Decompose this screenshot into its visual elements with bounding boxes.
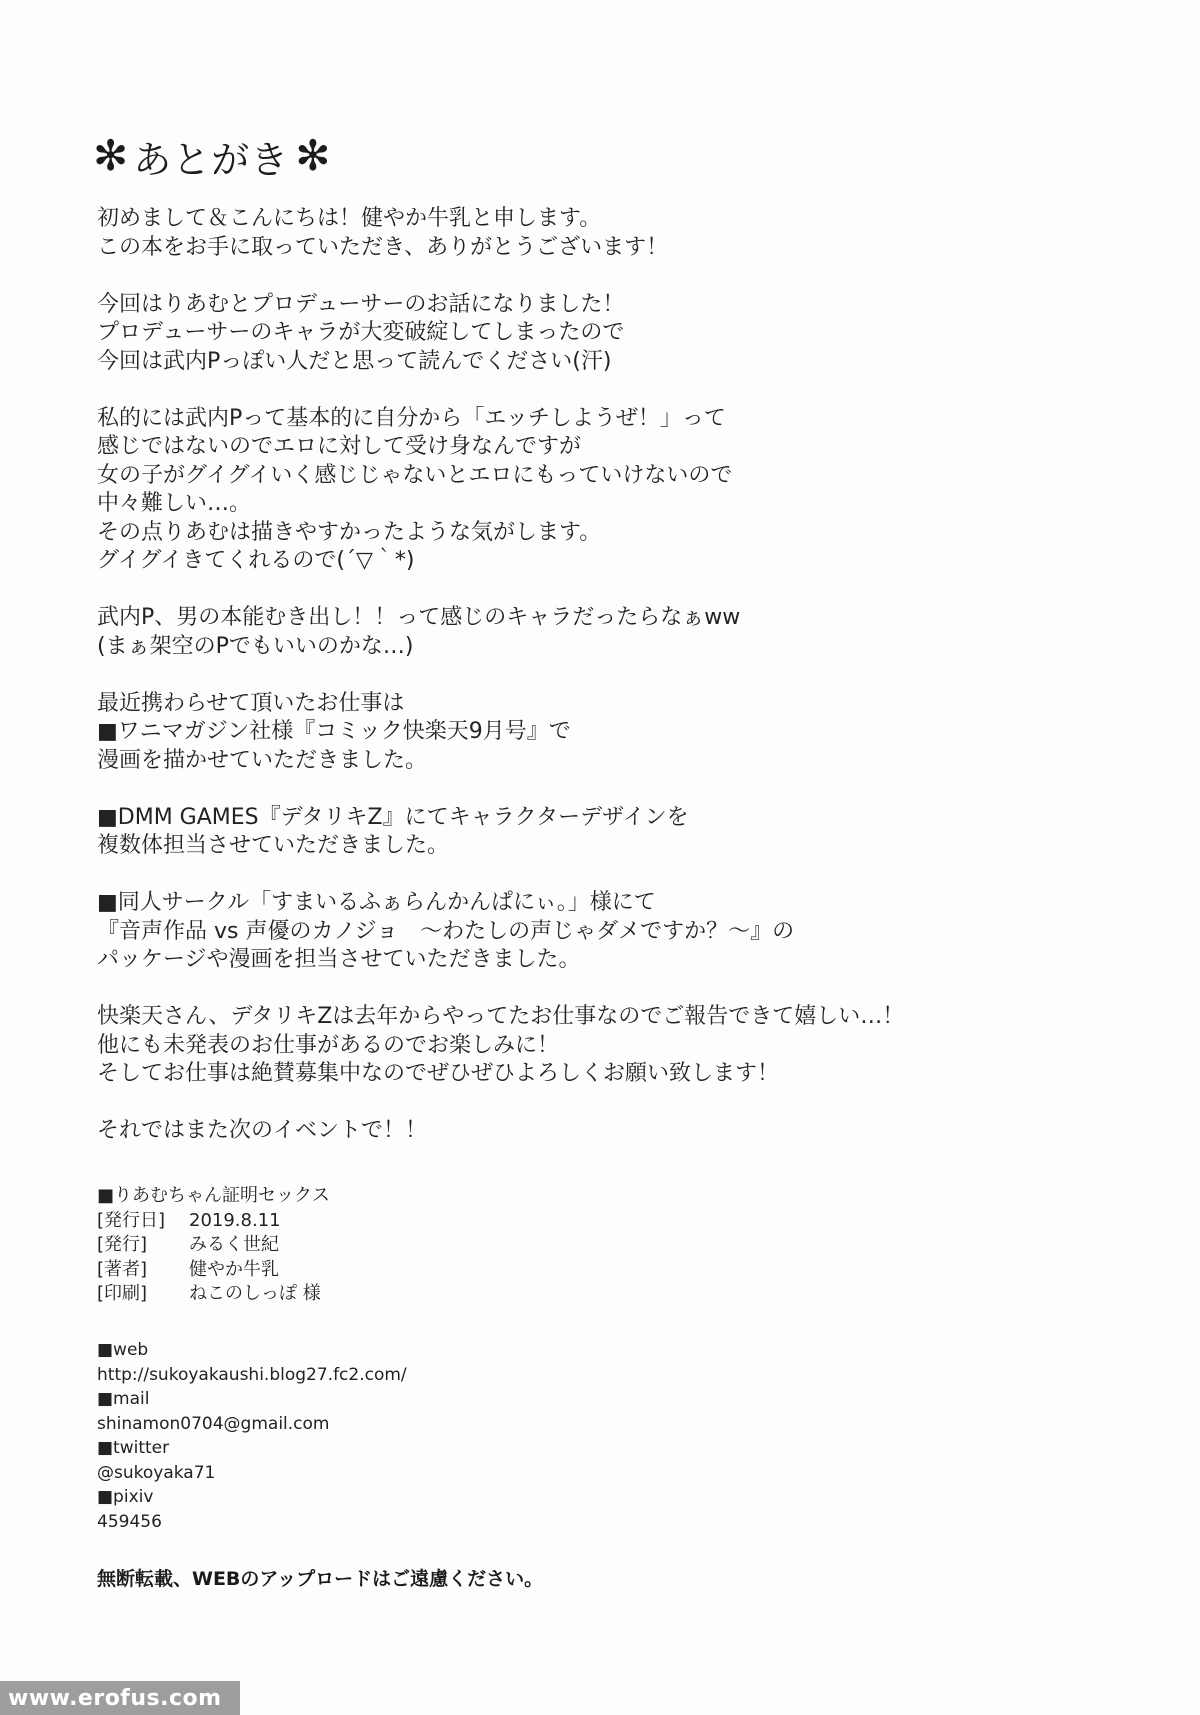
paragraph: [97, 690, 1097, 776]
text-line: 他にも未発表のお仕事があるのでお楽しみに！: [97, 1032, 560, 1058]
text-line: 武内P、男の本能むき出し！！って感じのキャラだったらなぁww: [97, 605, 741, 630]
contact-web-url: http://sukoyakaushi.blog27.fc2.com/: [97, 1364, 407, 1385]
contact-label-web: ■web: [97, 1340, 149, 1360]
text-line: 初めまして＆こんにちは！健やか牛乳と申します。: [97, 206, 602, 231]
text-line: グイグイきてくれるので(´▽｀*): [97, 548, 415, 573]
text-line: この本をお手に取っていただき、ありがとうございます！: [97, 234, 669, 260]
colophon-book-title: ■りあむちゃん証明セックス: [97, 1185, 330, 1206]
title-text: あとがき: [133, 137, 290, 182]
colophon-value: ねこのしっぽ 様: [189, 1283, 321, 1304]
text-line: 女の子がグイグイいく感じじゃないとエロにもっていけないので: [97, 462, 733, 488]
colophon-value: 2019.8.11: [189, 1209, 281, 1231]
paragraph: [97, 405, 1097, 576]
text-line: ■DMM GAMES『デタリキZ』にてキャラクターデザインを: [97, 804, 689, 830]
text-line: ■同人サークル「すまいるふぁらんかんぱにぃ。」様にて: [97, 890, 656, 915]
text-line: 『音声作品 vs 声優のカノジョ ～わたしの声じゃダメですか？～』の: [97, 918, 795, 944]
colophon-key: [発行]: [97, 1234, 148, 1255]
text-line: それではまた次のイベントで！！: [97, 1118, 428, 1143]
colophon-value: みるく世紀: [189, 1234, 279, 1255]
text-line: 最近携わらせて頂いたお仕事は: [97, 690, 405, 716]
colophon-value: 健やか牛乳: [189, 1258, 279, 1280]
text-line: プロデューサーのキャラが大変破綻してしまったので: [97, 320, 625, 345]
colophon-row: [97, 1282, 330, 1307]
text-line: 私的には武内Pって基本的に自分から「エッチしようぜ！」って: [97, 405, 726, 431]
contact-pixiv-id: 459456: [97, 1511, 162, 1532]
afterword-body: [97, 205, 1097, 1146]
text-line: パッケージや漫画を担当させていただきました。: [97, 947, 581, 972]
text-line: 快楽天さん、デタリキZは去年からやってたお仕事なのでご報告できて嬉しい…！: [97, 1004, 905, 1029]
paragraph: [97, 205, 1097, 262]
paragraph: [97, 889, 1097, 975]
colophon: [97, 1184, 330, 1307]
paragraph: [97, 804, 1097, 861]
reproduction-notice: 無断転載、WEBのアップロードはご遠慮ください。: [97, 1568, 544, 1590]
contact-info: [97, 1338, 407, 1534]
page-title: [93, 128, 331, 184]
contact-label-twitter: ■twitter: [97, 1438, 170, 1458]
colophon-key: [発行日]: [97, 1209, 166, 1231]
paragraph: [97, 1117, 1097, 1146]
paragraph: [97, 291, 1097, 377]
asterisk-icon: ✻: [93, 131, 130, 180]
contact-twitter-handle: @sukoyaka71: [97, 1462, 216, 1483]
colophon-key: [著者]: [97, 1258, 148, 1280]
colophon-row: [97, 1209, 330, 1234]
text-line: その点りあむは描きやすかったような気がします。: [97, 519, 602, 545]
text-line: 感じではないのでエロに対して受け身なんですが: [97, 434, 582, 459]
text-line: 今回は武内Pっぽい人だと思って読んでください(汗): [97, 348, 612, 374]
site-watermark: www.erofus.com: [0, 1681, 240, 1715]
text-line: 漫画を描かせていただきました。: [97, 747, 428, 773]
colophon-row: [97, 1233, 330, 1258]
colophon-row: [97, 1258, 330, 1283]
paragraph: [97, 604, 1097, 661]
text-line: (まぁ架空のPでもいいのかな…): [97, 633, 414, 659]
text-line: 中々難しい…。: [97, 491, 252, 516]
text-line: 複数体担当させていただきました。: [97, 833, 450, 858]
text-line: そしてお仕事は絶賛募集中なのでぜひぜひよろしくお願い致します！: [97, 1061, 780, 1086]
contact-mail-address: shinamon0704@gmail.com: [97, 1413, 330, 1434]
contact-label-mail: ■mail: [97, 1389, 150, 1409]
asterisk-icon: ✻: [295, 131, 332, 180]
paragraph: [97, 1003, 1097, 1089]
contact-label-pixiv: ■pixiv: [97, 1487, 154, 1507]
colophon-key: [印刷]: [97, 1283, 148, 1304]
text-line: 今回はりあむとプロデューサーのお話になりました！: [97, 291, 625, 317]
text-line: ■ワニマガジン社様『コミック快楽天9月号』で: [97, 719, 571, 744]
